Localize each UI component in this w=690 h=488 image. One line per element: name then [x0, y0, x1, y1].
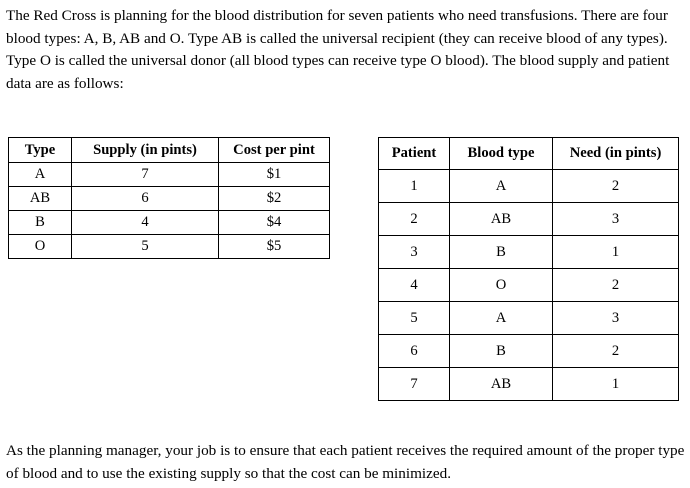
table-row [379, 236, 679, 269]
cell-blood-type: B [450, 236, 553, 269]
cell-need: 2 [553, 269, 679, 302]
cell-supply: 6 [72, 187, 219, 211]
col-header-supply: Supply (in pints) [72, 138, 219, 163]
cell-blood-type: A [450, 170, 553, 203]
cell-type: O [9, 235, 72, 259]
cell-need: 3 [553, 302, 679, 335]
cell-need: 3 [553, 203, 679, 236]
cell-type: A [9, 163, 72, 187]
outro-paragraph: As the planning manager, your job is to ensure that each patient receives the required amount of the proper type of blood and to use the existing supply so that the cost can be minimized. [6, 442, 685, 482]
cell-patient: 7 [379, 368, 450, 401]
cell-blood-type: AB [450, 368, 553, 401]
cell-blood-type: O [450, 269, 553, 302]
table-header-row [9, 138, 330, 163]
cell-cost: $5 [219, 235, 330, 259]
cell-patient: 4 [379, 269, 450, 302]
intro-paragraph: The Red Cross is planning for the blood distribution for seven patients who need transfusions. There are four blood types: A, B, AB and O. Type AB is called the universal recipient (they can receive blood of any types). Type O is called the universal donor (all blood types can receive type O blood). The blood supply and patient data are as follows: [6, 7, 670, 92]
col-header-patient: Patient [379, 138, 450, 170]
table-header-row [379, 138, 679, 170]
cell-blood-type: B [450, 335, 553, 368]
table-row [379, 170, 679, 203]
patient-need-table [378, 137, 679, 401]
table-row [379, 302, 679, 335]
cell-patient: 3 [379, 236, 450, 269]
table-row [9, 163, 330, 187]
cell-need: 1 [553, 236, 679, 269]
cell-supply: 5 [72, 235, 219, 259]
col-header-blood-type: Blood type [450, 138, 553, 170]
cell-need: 1 [553, 368, 679, 401]
table-row [9, 211, 330, 235]
table-row [9, 187, 330, 211]
cell-need: 2 [553, 170, 679, 203]
table-row [379, 368, 679, 401]
table-row [379, 269, 679, 302]
col-header-cost: Cost per pint [219, 138, 330, 163]
cell-supply: 7 [72, 163, 219, 187]
cell-supply: 4 [72, 211, 219, 235]
table-row [379, 335, 679, 368]
cell-blood-type: AB [450, 203, 553, 236]
cell-cost: $4 [219, 211, 330, 235]
cell-patient: 6 [379, 335, 450, 368]
table-row [9, 235, 330, 259]
cell-patient: 1 [379, 170, 450, 203]
cell-patient: 5 [379, 302, 450, 335]
table-row [379, 203, 679, 236]
col-header-type: Type [9, 138, 72, 163]
cell-need: 2 [553, 335, 679, 368]
cell-type: AB [9, 187, 72, 211]
col-header-need: Need (in pints) [553, 138, 679, 170]
cell-patient: 2 [379, 203, 450, 236]
cell-type: B [9, 211, 72, 235]
cell-cost: $1 [219, 163, 330, 187]
blood-supply-table [8, 137, 330, 259]
cell-cost: $2 [219, 187, 330, 211]
cell-blood-type: A [450, 302, 553, 335]
